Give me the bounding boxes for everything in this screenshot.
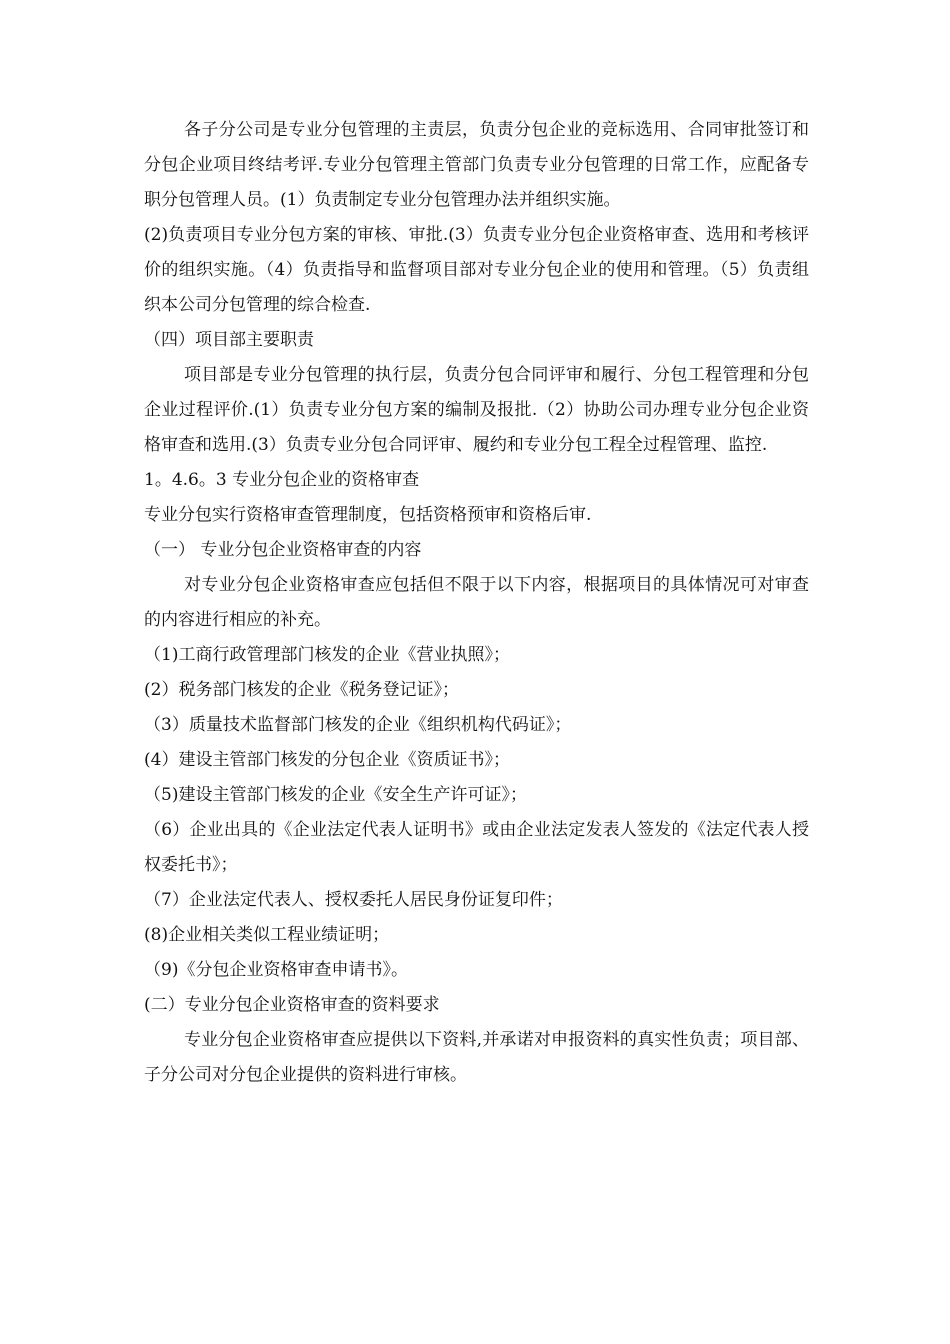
- paragraph-review-system: 专业分包实行资格审查管理制度，包括资格预审和资格后审.: [144, 505, 592, 525]
- list-item-business-license: （1)工商行政管理部门核发的企业《营业执照》；: [144, 645, 510, 665]
- list-item-organization-code: （3）质量技术监督部门核发的企业《组织机构代码证》；: [144, 715, 572, 735]
- section-heading-project-dept: （四）项目部主要职责: [144, 330, 314, 350]
- list-item-tax-registration: (2）税务部门核发的企业《税务登记证》；: [144, 680, 459, 700]
- section-heading-qualification-review: 1。4.6。3 专业分包企业的资格审查: [144, 470, 420, 490]
- list-item-performance-proof: (8)企业相关类似工程业绩证明；: [144, 925, 390, 945]
- list-item-legal-representative: （6）企业出具的《企业法定代表人证明书》或由企业法定发表人签发的《法定代表人授权委托书》；: [144, 820, 809, 875]
- paragraph-management-duties-list: (2)负责项目专业分包方案的审核、审批.(3）负责专业分包企业资格审查、选用和考核评价的组织实施。（4）负责指导和监督项目部对专业分包企业的使用和管理。（5）负责组织本公司分包管理的综合检查.: [144, 225, 809, 315]
- document-page: [144, 113, 809, 1093]
- list-item-qualification-certificate: (4）建设主管部门核发的分包企业《资质证书》；: [144, 750, 510, 770]
- paragraph-project-dept-duties: 项目部是专业分包管理的执行层，负责分包合同评审和履行、分包工程管理和分包企业过程评价.(1）负责专业分包方案的编制及报批.（2）协助公司办理专业分包企业资格审查和选用.(3）负责专业分包合同评审、履约和专业分包工程全过程管理、监控.: [144, 365, 809, 455]
- section-heading-material-requirements: (二）专业分包企业资格审查的资料要求: [144, 995, 440, 1015]
- list-item-id-copies: （7）企业法定代表人、授权委托人居民身份证复印件；: [144, 890, 563, 910]
- section-heading-review-content: （一） 专业分包企业资格审查的内容: [144, 540, 422, 560]
- paragraph-material-requirements: 专业分包企业资格审查应提供以下资料,并承诺对申报资料的真实性负责；项目部、子分公司对分包企业提供的资料进行审核。: [144, 1030, 809, 1085]
- list-item-safety-license: （5)建设主管部门核发的企业《安全生产许可证》；: [144, 785, 527, 805]
- list-item-application-form: （9)《分包企业资格审查申请书》。: [144, 960, 408, 980]
- paragraph-review-content-intro: 对专业分包企业资格审查应包括但不限于以下内容，根据项目的具体情况可对审查的内容进行相应的补充。: [144, 575, 809, 630]
- paragraph-subsidiary-duties: 各子分公司是专业分包管理的主责层，负责分包企业的竞标选用、合同审批签订和分包企业项目终结考评.专业分包管理主管部门负责专业分包管理的日常工作，应配备专职分包管理人员。(1）负责制定专业分包管理办法并组织实施。: [144, 120, 809, 210]
